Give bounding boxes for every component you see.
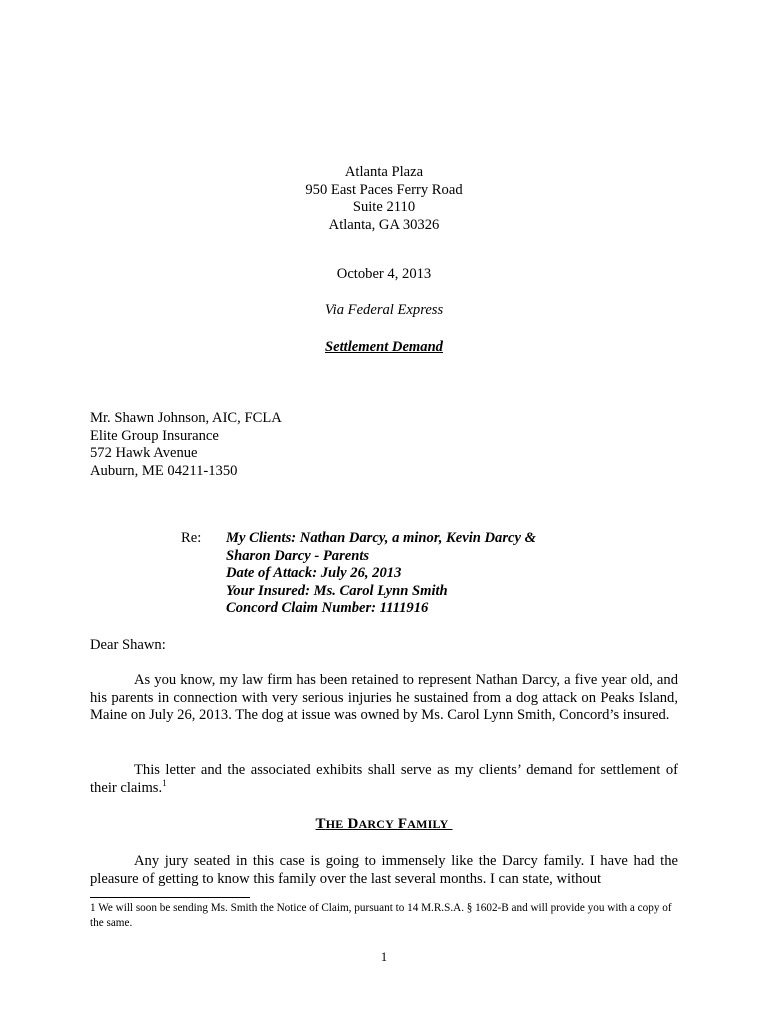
recipient-street: 572 Hawk Avenue <box>90 445 198 462</box>
subject-text: Settlement Demand <box>325 339 443 355</box>
paragraph-family: Any jury seated in this case is going to immensely like the Darcy family. I have had the pleasure of getting to know this family over the last several months. I can state, without <box>90 853 678 887</box>
page-number: 1 <box>380 950 388 964</box>
footnote <box>90 901 680 930</box>
recipient-company: Elite Group Insurance <box>90 427 219 444</box>
re-details <box>226 530 686 618</box>
re-line-parents: Sharon Darcy - Parents <box>226 547 370 564</box>
footnote-text: We will soon be sending Ms. Smith the Notice of Claim, pursuant to 14 M.R.S.A. § 1602-B and will provide you with a copy of the same. <box>90 902 672 929</box>
re-line-insured: Your Insured: Ms. Carol Lynn Smith <box>226 582 448 599</box>
recipient-name: Mr. Shawn Johnson, AIC, FCLA <box>90 410 282 426</box>
re-line-claim-number: Concord Claim Number: 1111916 <box>226 600 429 617</box>
paragraph-demand <box>90 762 678 797</box>
section-heading-text: THE DARCY FAMILY <box>315 816 449 832</box>
footnote-number: 1 <box>90 902 96 914</box>
footnote-separator <box>90 897 250 898</box>
section-heading <box>0 816 768 834</box>
sender-address-line-1: Atlanta Plaza <box>344 164 424 180</box>
sender-address-line-3: Suite 2110 <box>352 199 416 216</box>
sender-address-line-4: Atlanta, GA 30326 <box>328 216 440 233</box>
subject-line <box>0 339 768 357</box>
re-line-date-of-attack: Date of Attack: July 26, 2013 <box>226 565 402 582</box>
sender-address <box>0 164 768 234</box>
sender-address-line-2: 950 East Paces Ferry Road <box>305 181 463 198</box>
paragraph-retained: As you know, my law firm has been retained to represent Nathan Darcy, a five year old, and his parents in connection with very serious injuries he sustained from a dog attack on Peaks Island, Maine on July 26, 2013. The dog at issue was owned by Ms. Carol Lynn Smith, Concord’s insured. <box>90 672 678 724</box>
recipient-city: Auburn, ME 04211-1350 <box>90 462 238 479</box>
letter-date: October 4, 2013 <box>336 266 432 282</box>
delivery-method: Via Federal Express <box>324 302 444 318</box>
footnote-ref: 1 <box>162 777 167 788</box>
recipient-address <box>90 410 282 480</box>
salutation: Dear Shawn: <box>90 637 166 653</box>
re-line-clients: My Clients: Nathan Darcy, a minor, Kevin Darcy & <box>226 530 536 546</box>
re-label: Re: <box>181 530 202 546</box>
paragraph-demand-text: This letter and the associated exhibits shall serve as my clients’ demand for settlement of their claims. <box>90 762 678 796</box>
